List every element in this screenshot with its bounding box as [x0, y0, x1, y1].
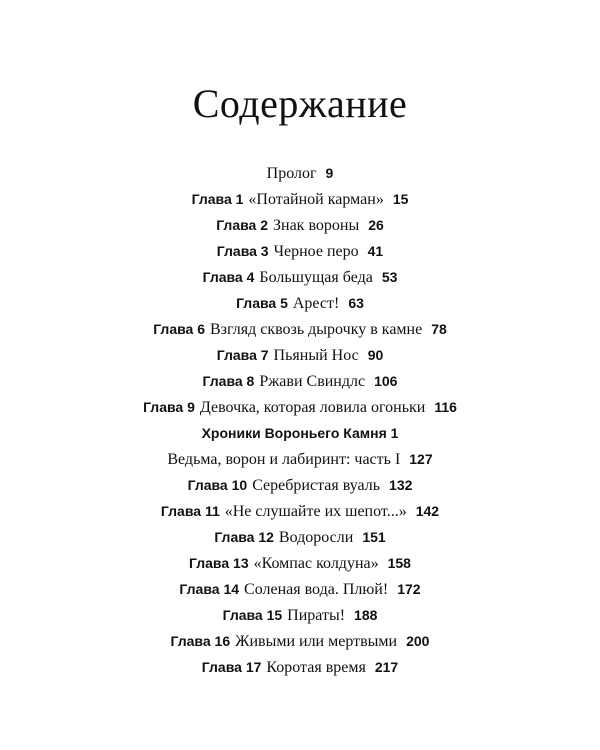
section-heading: Хроники Вороньего Камня 1: [201, 425, 399, 441]
chapter-label: Глава 16: [170, 633, 231, 649]
entry-title: Знак вороны: [273, 217, 360, 234]
toc-entry-chapter-4: [0, 264, 600, 290]
toc-section-entry: [0, 446, 600, 472]
entry-title: «Не слушайте их шепот...»: [224, 503, 407, 520]
entry-title: Пролог: [266, 165, 317, 182]
toc-entry-prologue: [0, 160, 600, 186]
chapter-label: Глава 13: [189, 555, 249, 571]
chapter-label: Глава 6: [153, 321, 205, 337]
chapter-label: Глава 14: [179, 581, 240, 597]
entry-title: Коротая время: [266, 659, 366, 676]
entry-title: Девочка, которая ловила огоньки: [199, 399, 426, 416]
entry-page: 127: [409, 451, 433, 467]
entry-title: Большущая беда: [259, 269, 373, 286]
entry-page: 78: [431, 321, 447, 337]
entry-page: 15: [392, 191, 409, 207]
entry-page: 217: [374, 659, 399, 675]
toc-entry-chapter-14: [0, 576, 600, 602]
entry-title: Водоросли: [278, 529, 354, 546]
chapter-label: Глава 10: [187, 477, 248, 493]
entry-title: Взгляд сквозь дырочку в камне: [210, 321, 423, 338]
toc-entry-chapter-2: [0, 212, 600, 238]
toc-entry-chapter-6: [0, 316, 600, 342]
entry-page: 116: [434, 399, 457, 415]
entry-title: Черное перо: [273, 243, 359, 260]
chapter-label: Глава 15: [222, 607, 283, 623]
entry-page: 90: [367, 347, 384, 363]
toc-entry-chapter-15: [0, 602, 600, 628]
toc-entry-chapter-17: [0, 654, 600, 680]
chapter-label: Глава 5: [236, 295, 288, 311]
entry-title: Ведьма, ворон и лабиринт: часть I: [167, 451, 401, 468]
entry-page: 188: [354, 607, 378, 623]
entry-page: 53: [381, 269, 398, 285]
entry-page: 41: [367, 243, 384, 259]
entry-page: 142: [415, 503, 440, 519]
toc-entry-chapter-7: [0, 342, 600, 368]
entry-title: Пираты!: [287, 607, 346, 624]
entry-title: Живыми или мертвыми: [235, 633, 398, 650]
chapter-label: Глава 11: [160, 503, 220, 519]
toc-entry-chapter-8: [0, 368, 600, 394]
entry-page: 151: [362, 529, 386, 545]
entry-page: 200: [406, 633, 430, 649]
entry-page: 106: [374, 373, 398, 389]
table-of-contents: [0, 160, 600, 680]
chapter-label: Глава 8: [202, 373, 255, 389]
page-title: Содержание: [192, 81, 408, 126]
entry-page: 132: [389, 477, 413, 493]
chapter-label: Глава 1: [191, 191, 244, 207]
chapter-label: Глава 2: [216, 217, 268, 233]
entry-page: 26: [368, 217, 384, 233]
toc-entry-chapter-1: [0, 186, 600, 212]
chapter-label: Глава 17: [201, 659, 262, 675]
toc-entry-chapter-3: [0, 238, 600, 264]
entry-title: Арест!: [292, 295, 340, 312]
entry-page: 172: [397, 581, 421, 597]
chapter-label: Глава 7: [216, 347, 269, 363]
toc-entry-chapter-13: [0, 550, 600, 576]
entry-title: Серебристая вуаль: [252, 477, 381, 494]
toc-section-heading: [0, 420, 600, 446]
toc-entry-chapter-9: [0, 394, 600, 420]
toc-entry-chapter-5: [0, 290, 600, 316]
toc-entry-chapter-16: [0, 628, 600, 654]
chapter-label: Глава 9: [143, 399, 195, 415]
entry-title: Пьяный Нос: [273, 347, 359, 364]
toc-entry-chapter-12: [0, 524, 600, 550]
entry-page: 158: [387, 555, 411, 571]
entry-title: «Компас колдуна»: [253, 555, 379, 572]
entry-page: 9: [325, 165, 334, 181]
entry-title: Ржави Свиндлс: [259, 373, 366, 390]
entry-page: 63: [348, 295, 364, 311]
chapter-label: Глава 12: [214, 529, 274, 545]
entry-title: Соленая вода. Плюй!: [244, 581, 389, 598]
toc-entry-chapter-10: [0, 472, 600, 498]
toc-entry-chapter-11: [0, 498, 600, 524]
chapter-label: Глава 4: [202, 269, 255, 285]
entry-title: «Потайной карман»: [248, 191, 384, 208]
chapter-label: Глава 3: [216, 243, 269, 259]
